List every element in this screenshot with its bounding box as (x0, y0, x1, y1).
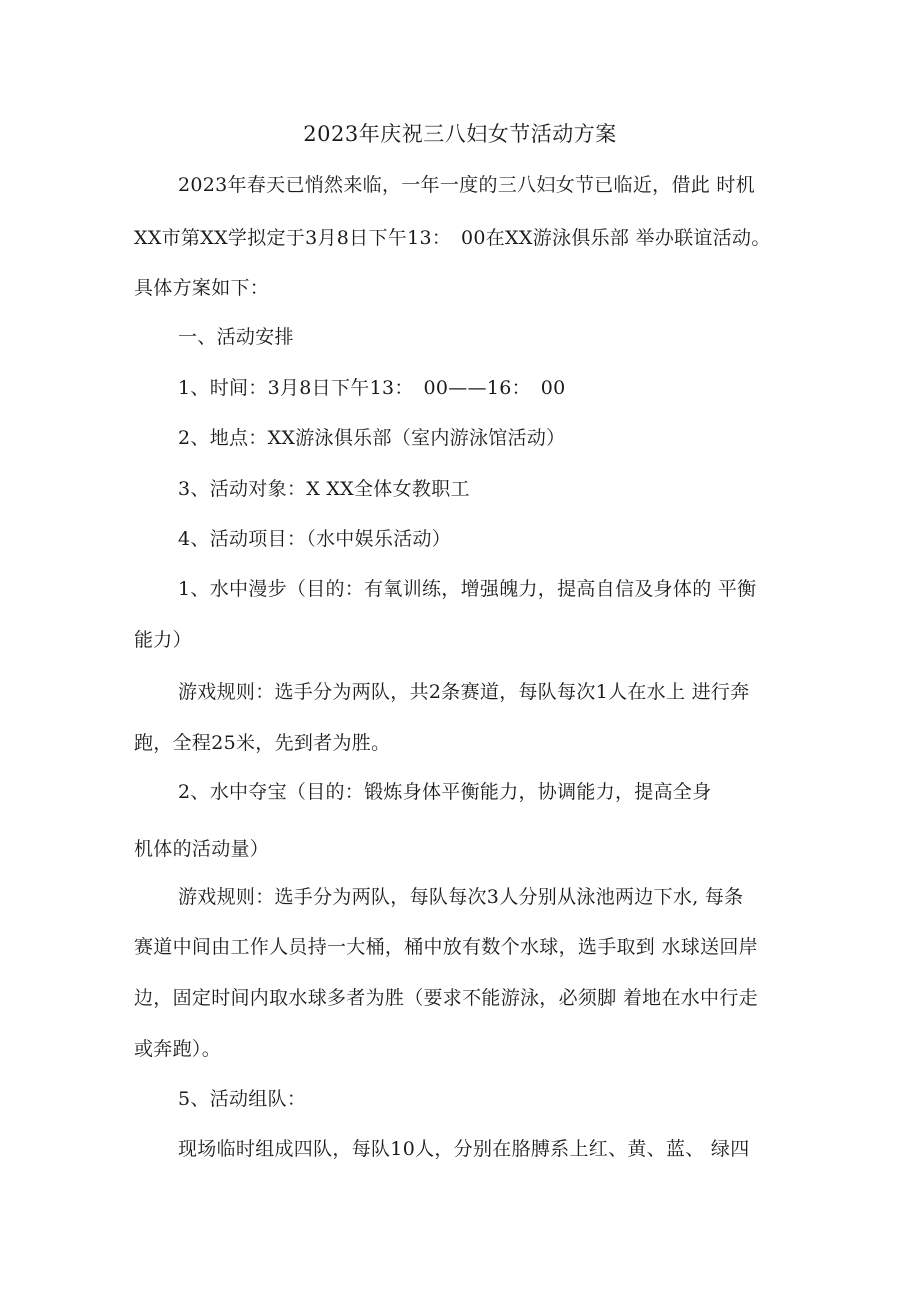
paragraph-line: 或奔跑）。 (134, 1038, 222, 1060)
paragraph-line: XX市第XX学拟定于3月8日下午13： 00在XX游泳俱乐部 举办联谊活动。 (134, 227, 771, 249)
document-title: 2023年庆祝三八妇女节活动方案 (303, 122, 617, 146)
paragraph-line: 跑，全程25米，先到者为胜。 (134, 732, 391, 754)
paragraph-line: 具体方案如下： (134, 277, 270, 299)
paragraph-line: 2023年春天已悄然来临，一年一度的三八妇女节已临近，借此 时机 (178, 174, 755, 196)
list-item: 4、活动项目：（水中娱乐活动） (178, 528, 452, 550)
paragraph-line: 2、水中夺宝（目的：锻炼身体平衡能力，协调能力，提高全身 (178, 781, 712, 803)
paragraph-line: 游戏规则：选手分为两队，共2条赛道，每队每次1人在水上 进行奔 (178, 681, 750, 703)
list-item: 5、活动组队： (178, 1088, 307, 1110)
paragraph-line: 现场临时组成四队，每队10人，分别在胳膊系上红、黄、蓝、 绿四 (178, 1138, 750, 1160)
list-item: 3、活动对象：X XX全体女教职工 (178, 478, 470, 500)
paragraph-line: 机体的活动量） (134, 838, 270, 860)
paragraph-line: 游戏规则：选手分为两队，每队每次3人分别从泳池两边下水, 每条 (178, 886, 744, 908)
paragraph-line: 能力） (134, 629, 192, 651)
section-heading: 一、活动安排 (178, 326, 294, 348)
paragraph-line: 1、水中漫步（目的：有氧训练，增强魄力，提高自信及身体的 平衡 (178, 578, 757, 600)
paragraph-line: 赛道中间由工作人员持一大桶，桶中放有数个水球，选手取到 水球送回岸 (134, 936, 758, 958)
list-item: 2、地点：XX游泳俱乐部（室内游泳馆活动） (178, 427, 566, 449)
paragraph-line: 边，固定时间内取水球多者为胜（要求不能游泳，必须脚 着地在水中行走 (134, 987, 758, 1009)
list-item: 1、时间：3月8日下午13： 00——16： 00 (178, 377, 566, 399)
